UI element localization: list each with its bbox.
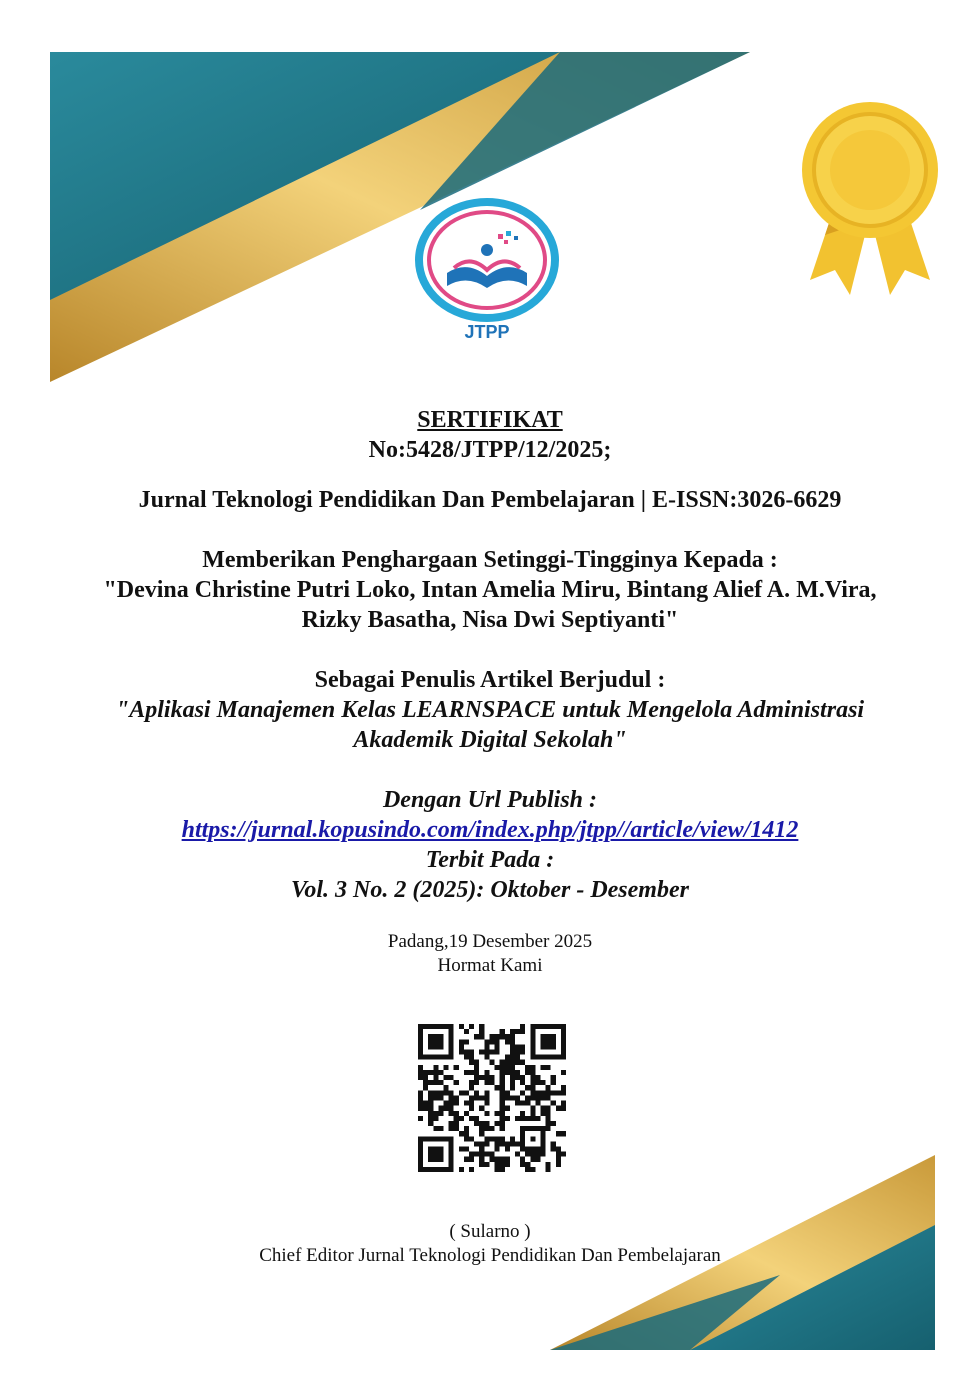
award-block: [40, 545, 940, 635]
place-date: Padang,19 Desember 2025: [387, 931, 593, 952]
award-intro: Memberikan Penghargaan Setinggi-Tingginya Kepada :: [202, 547, 778, 573]
signer-title: Chief Editor Jurnal Teknologi Pendidikan Dan Pembelajaran: [259, 1245, 721, 1266]
journal-line: Jurnal Teknologi Pendidikan Dan Pembelajaran | E-ISSN:3026-6629: [138, 487, 842, 513]
article-block: [40, 665, 940, 755]
signer-name: ( Sularno ): [449, 1221, 531, 1242]
certificate-heading: SERTIFIKAT: [417, 407, 563, 433]
article-intro: Sebagai Penulis Artikel Berjudul :: [314, 667, 666, 693]
certificate-title-block: [40, 405, 940, 465]
recipients-line-2: Rizky Basatha, Nisa Dwi Septiyanti": [301, 607, 679, 633]
certificate-number: No:5428/JTPP/12/2025;: [368, 437, 612, 463]
recipients-line-1: "Devina Christine Putri Loko, Intan Amelia Miru, Bintang Alief A. M.Vira,: [103, 577, 877, 603]
published-label: Terbit Pada :: [425, 847, 555, 873]
article-title-line-1: "Aplikasi Manajemen Kelas LEARNSPACE untuk Mengelola Administrasi: [115, 697, 865, 723]
closing-block: [40, 930, 940, 978]
url-label: Dengan Url Publish :: [382, 787, 598, 813]
publish-url-link[interactable]: https://jurnal.kopusindo.com/index.php/jtpp//article/view/1412: [181, 817, 799, 843]
jtpp-logo: [412, 198, 562, 358]
logo-text: JTPP: [464, 322, 510, 342]
logo-inner-ring: [429, 212, 545, 308]
issue-info: Vol. 3 No. 2 (2025): Oktober - Desember: [291, 877, 689, 903]
regards: Hormat Kami: [437, 955, 543, 976]
open-book-logo-icon: [447, 231, 527, 288]
publish-block: [40, 785, 940, 905]
signature-block: [40, 1220, 940, 1268]
logo-outer-ring: [419, 202, 555, 318]
qr-code-icon: [418, 1024, 566, 1172]
award-ribbon-medal-icon: [795, 95, 945, 310]
article-title-line-2: Akademik Digital Sekolah": [353, 727, 627, 753]
